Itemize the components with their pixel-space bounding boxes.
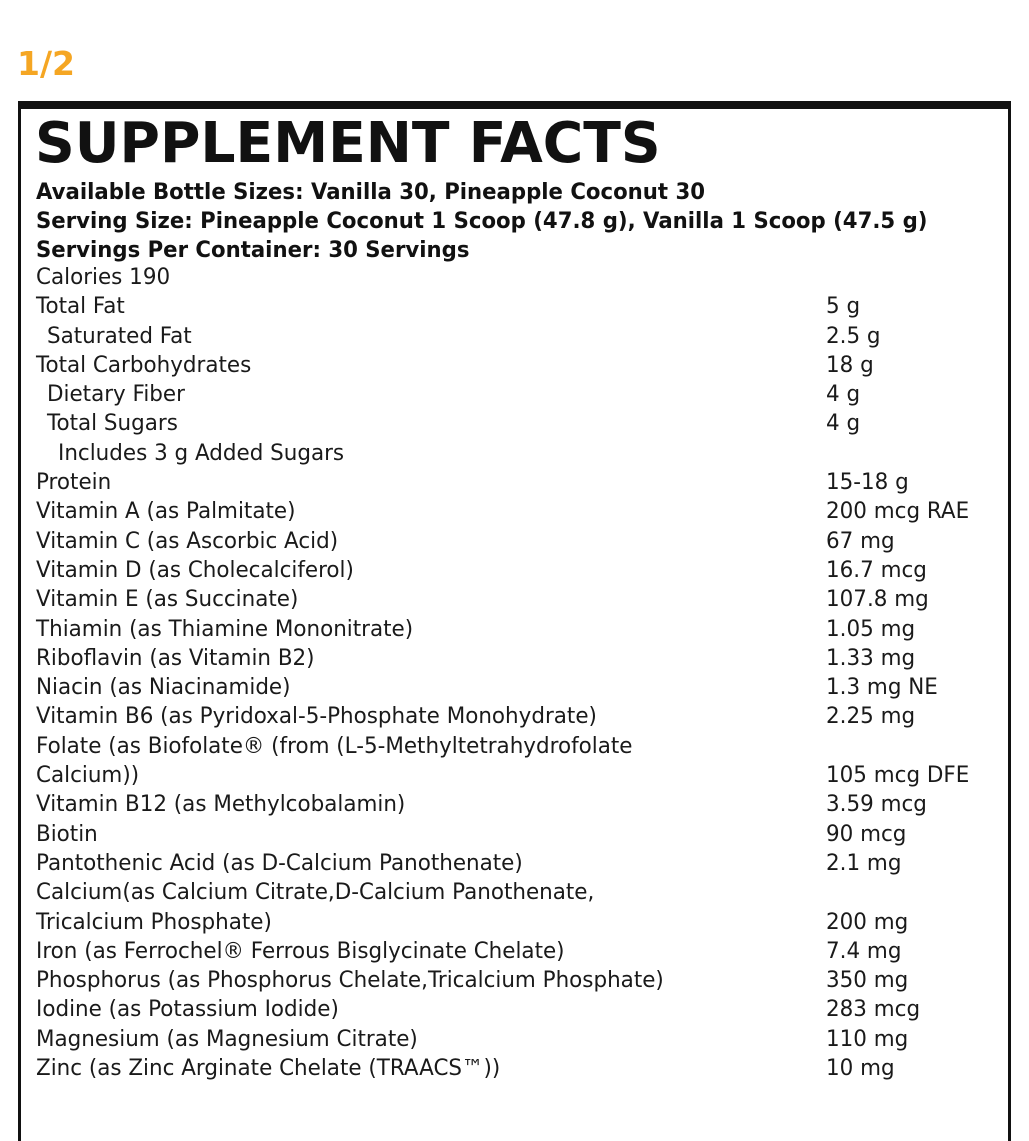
nutrient-row (36, 1025, 996, 1054)
nutrient-row (36, 527, 996, 556)
nutrient-row (36, 761, 996, 790)
serving-size: Serving Size: Pineapple Coconut 1 Scoop (47.8 g), Vanilla 1 Scoop (47.5 g) (36, 209, 928, 234)
nutrient-amount: 4 g (826, 411, 861, 437)
nutrient-row (36, 380, 996, 409)
nutrient-label: Iron (as Ferrochel® Ferrous Bisglycinate Chelate) (36, 938, 565, 964)
nutrient-row (36, 585, 996, 614)
nutrient-row (36, 702, 996, 731)
nutrient-row (36, 322, 996, 351)
nutrient-amount: 350 mg (826, 968, 909, 994)
nutrient-amount: 1.3 mg NE (826, 675, 938, 701)
nutrient-amount: 2.25 mg (826, 704, 916, 730)
nutrient-label: Vitamin D (as Cholecalciferol) (36, 557, 354, 583)
nutrient-amount: 107.8 mg (826, 587, 929, 613)
nutrient-amount: 7.4 mg (826, 938, 902, 964)
nutrient-label: Vitamin B12 (as Methylcobalamin) (36, 792, 406, 818)
nutrient-label: Thiamin (as Thiamine Mononitrate) (36, 616, 414, 642)
nutrient-label: Niacin (as Niacinamide) (36, 675, 291, 701)
nutrient-label: Calcium)) (36, 763, 140, 789)
nutrient-amount: 10 mg (826, 1056, 895, 1082)
nutrient-row (36, 351, 996, 380)
nutrient-label: Iodine (as Potassium Iodide) (36, 997, 339, 1023)
nutrient-row (36, 995, 996, 1024)
nutrient-amount: 15-18 g (826, 470, 909, 496)
nutrient-row (36, 673, 996, 702)
nutrient-amount: 200 mg (826, 909, 909, 935)
nutrient-row (36, 263, 996, 292)
nutrient-label: Vitamin C (as Ascorbic Acid) (36, 528, 339, 554)
nutrient-amount: 4 g (826, 382, 861, 408)
nutrient-amount: 16.7 mcg (826, 557, 927, 583)
nutrient-amount: 2.1 mg (826, 850, 902, 876)
nutrient-amount: 18 g (826, 352, 874, 378)
nutrient-label: Riboflavin (as Vitamin B2) (36, 645, 315, 671)
nutrient-label: Total Carbohydrates (36, 352, 252, 378)
servings-per-container: Servings Per Container: 30 Servings (36, 238, 470, 263)
nutrient-row (36, 937, 996, 966)
nutrient-row (36, 732, 996, 761)
panel-title: SUPPLEMENT FACTS (35, 111, 661, 176)
nutrient-row (36, 556, 996, 585)
nutrient-label: Magnesium (as Magnesium Citrate) (36, 1026, 418, 1052)
nutrient-label: Vitamin B6 (as Pyridoxal-5-Phosphate Monohydrate) (36, 704, 597, 730)
nutrient-label: Calcium(as Calcium Citrate,D-Calcium Panothenate, (36, 880, 595, 906)
bottle-sizes: Available Bottle Sizes: Vanilla 30, Pineapple Coconut 30 (36, 180, 706, 205)
nutrient-label: Saturated Fat (47, 323, 192, 349)
nutrient-amount: 110 mg (826, 1026, 909, 1052)
nutrient-amount: 283 mcg (826, 997, 921, 1023)
supplement-facts-panel (18, 101, 1011, 1141)
nutrient-label: Tricalcium Phosphate) (36, 909, 272, 935)
nutrient-label: Protein (36, 470, 112, 496)
nutrient-amount: 5 g (826, 294, 861, 320)
nutrient-amount: 1.33 mg (826, 645, 916, 671)
nutrient-row (36, 966, 996, 995)
nutrient-row (36, 1054, 996, 1083)
nutrient-row (36, 820, 996, 849)
nutrient-label: Zinc (as Zinc Arginate Chelate (TRAACS™)) (36, 1056, 501, 1082)
nutrient-amount: 90 mcg (826, 821, 907, 847)
nutrient-row (36, 615, 996, 644)
nutrient-amount: 200 mcg RAE (826, 499, 970, 525)
nutrient-row (36, 497, 996, 526)
nutrient-label: Total Fat (36, 294, 125, 320)
nutrient-row (36, 908, 996, 937)
nutrient-row (36, 439, 996, 468)
nutrient-amount: 1.05 mg (826, 616, 916, 642)
nutrient-amount: 67 mg (826, 528, 895, 554)
nutrient-row (36, 644, 996, 673)
nutrient-row (36, 790, 996, 819)
nutrient-label: Pantothenic Acid (as D-Calcium Panothenate) (36, 850, 523, 876)
nutrient-label: Folate (as Biofolate® (from (L-5-Methyltetrahydrofolate (36, 733, 633, 759)
nutrient-label: Vitamin A (as Palmitate) (36, 499, 296, 525)
nutrient-label: Biotin (36, 821, 98, 847)
nutrient-label: Calories 190 (36, 265, 171, 290)
nutrient-label: Total Sugars (47, 411, 178, 437)
nutrient-label: Includes 3 g Added Sugars (58, 440, 345, 466)
nutrient-amount: 3.59 mcg (826, 792, 927, 818)
nutrient-row (36, 878, 996, 907)
nutrient-list (36, 263, 996, 1083)
nutrient-row (36, 409, 996, 438)
nutrient-amount: 105 mcg DFE (826, 763, 970, 789)
nutrient-label: Dietary Fiber (47, 382, 185, 408)
nutrient-row (36, 849, 996, 878)
nutrient-row (36, 292, 996, 321)
nutrient-label: Vitamin E (as Succinate) (36, 587, 299, 613)
page-indicator: 1/2 (17, 44, 75, 83)
nutrient-amount: 2.5 g (826, 323, 881, 349)
nutrient-row (36, 468, 996, 497)
nutrient-label: Phosphorus (as Phosphorus Chelate,Tricalcium Phosphate) (36, 968, 664, 994)
